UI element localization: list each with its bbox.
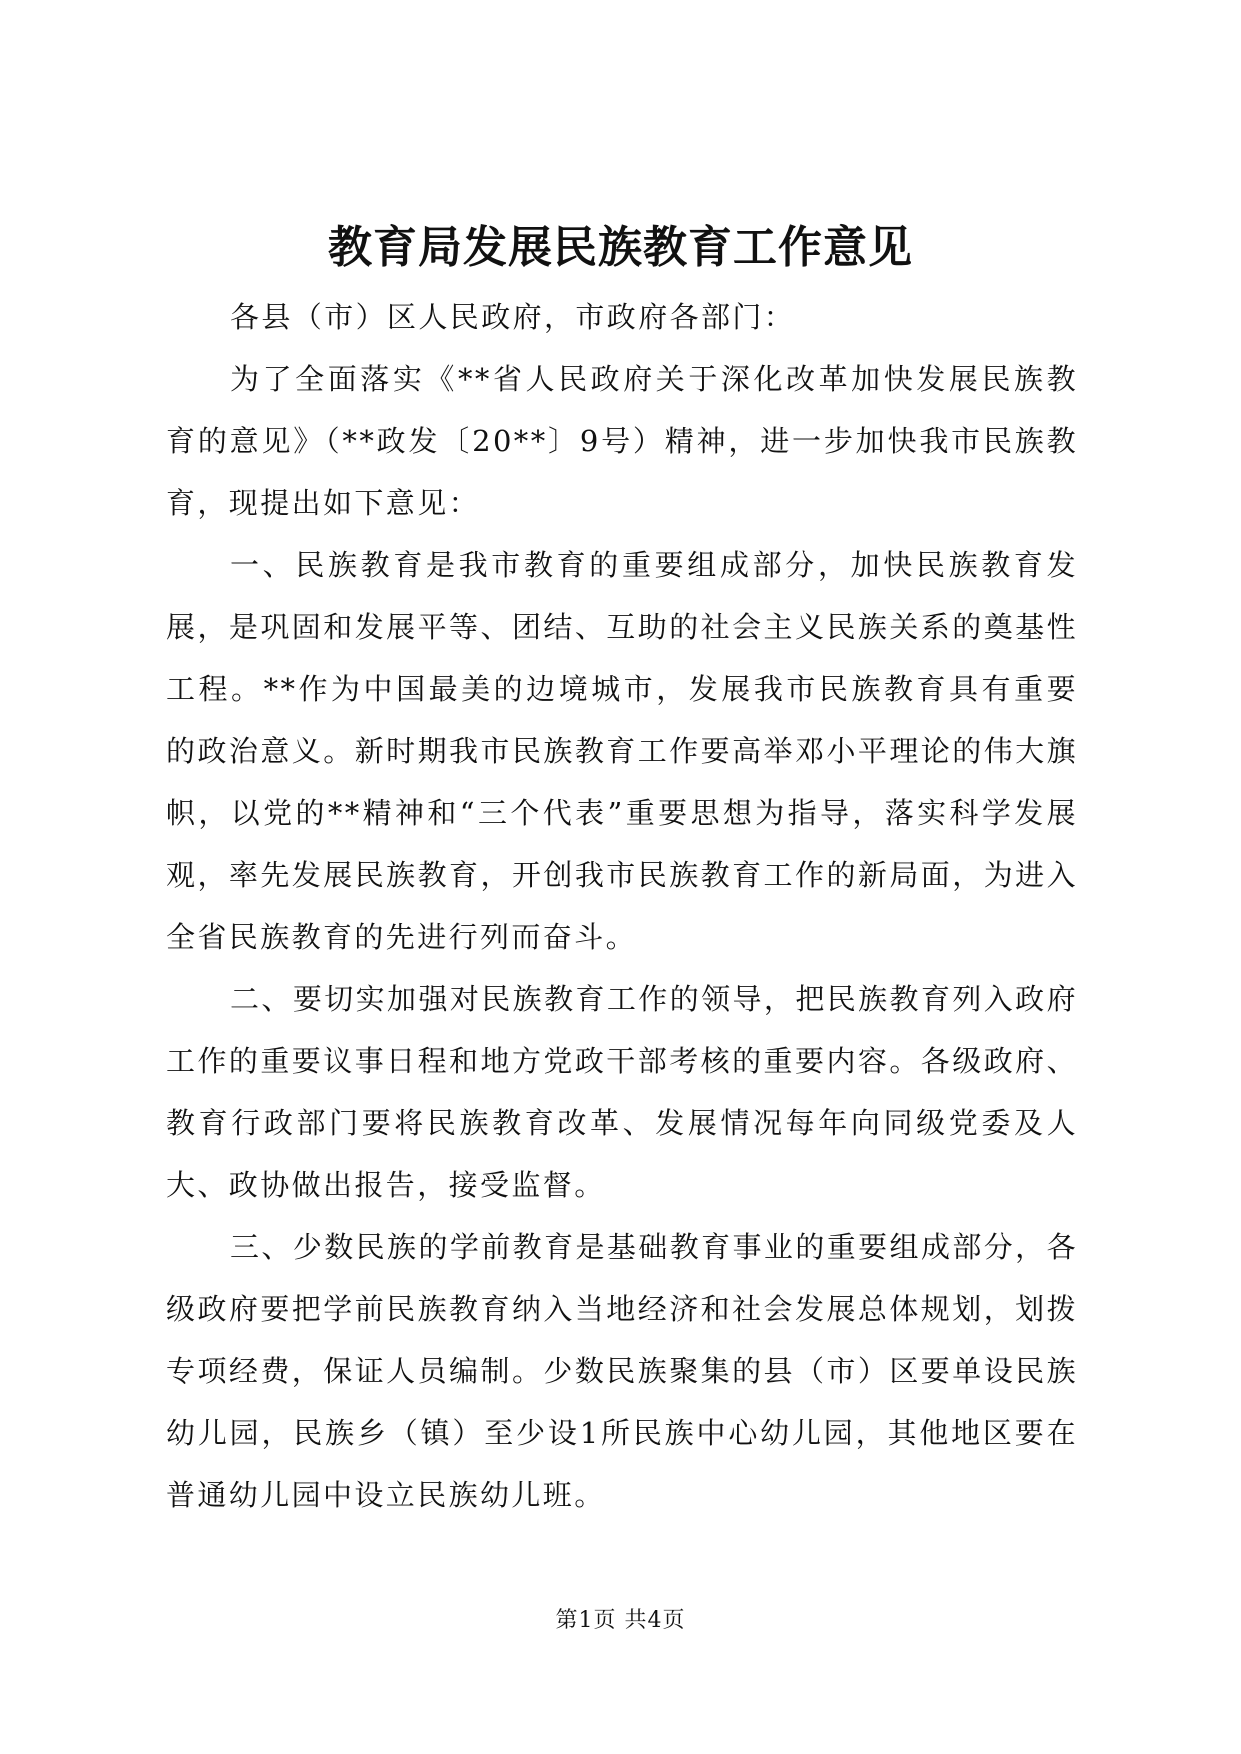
document-body <box>166 286 1078 1526</box>
paragraph-section-2: 二、要切实加强对民族教育工作的领导，把民族教育列入政府工作的重要议事日程和地方党政干部考核的重要内容。各级政府、教育行政部门要将民族教育改革、发展情况每年向同级党委及人大、政协做出报告，接受监督。 <box>166 982 1078 1202</box>
paragraph-section-1: 一、民族教育是我市教育的重要组成部分，加快民族教育发展，是巩固和发展平等、团结、互助的社会主义民族关系的奠基性工程。**作为中国最美的边境城市，发展我市民族教育具有重要的政治意义。新时期我市民族教育工作要高举邓小平理论的伟大旗帜，以党的**精神和“三个代表”重要思想为指导，落实科学发展观，率先发展民族教育，开创我市民族教育工作的新局面，为进入全省民族教育的先进行列而奋斗。 <box>166 548 1078 954</box>
paragraph-section-3: 三、少数民族的学前教育是基础教育事业的重要组成部分，各级政府要把学前民族教育纳入当地经济和社会发展总体规划，划拨专项经费，保证人员编制。少数民族聚集的县（市）区要单设民族幼儿园，民族乡（镇）至少设1所民族中心幼儿园，其他地区要在普通幼儿园中设立民族幼儿班。 <box>166 1230 1078 1512</box>
salutation: 各县（市）区人民政府，市政府各部门： <box>230 300 796 334</box>
document-title: 教育局发展民族教育工作意见 <box>328 222 913 273</box>
page-indicator: 第1页 共4页 <box>555 1608 686 1633</box>
paragraph-intro: 为了全面落实《**省人民政府关于深化改革加快发展民族教育的意见》（**政发〔20**〕9号）精神，进一步加快我市民族教育，现提出如下意见： <box>166 362 1078 520</box>
